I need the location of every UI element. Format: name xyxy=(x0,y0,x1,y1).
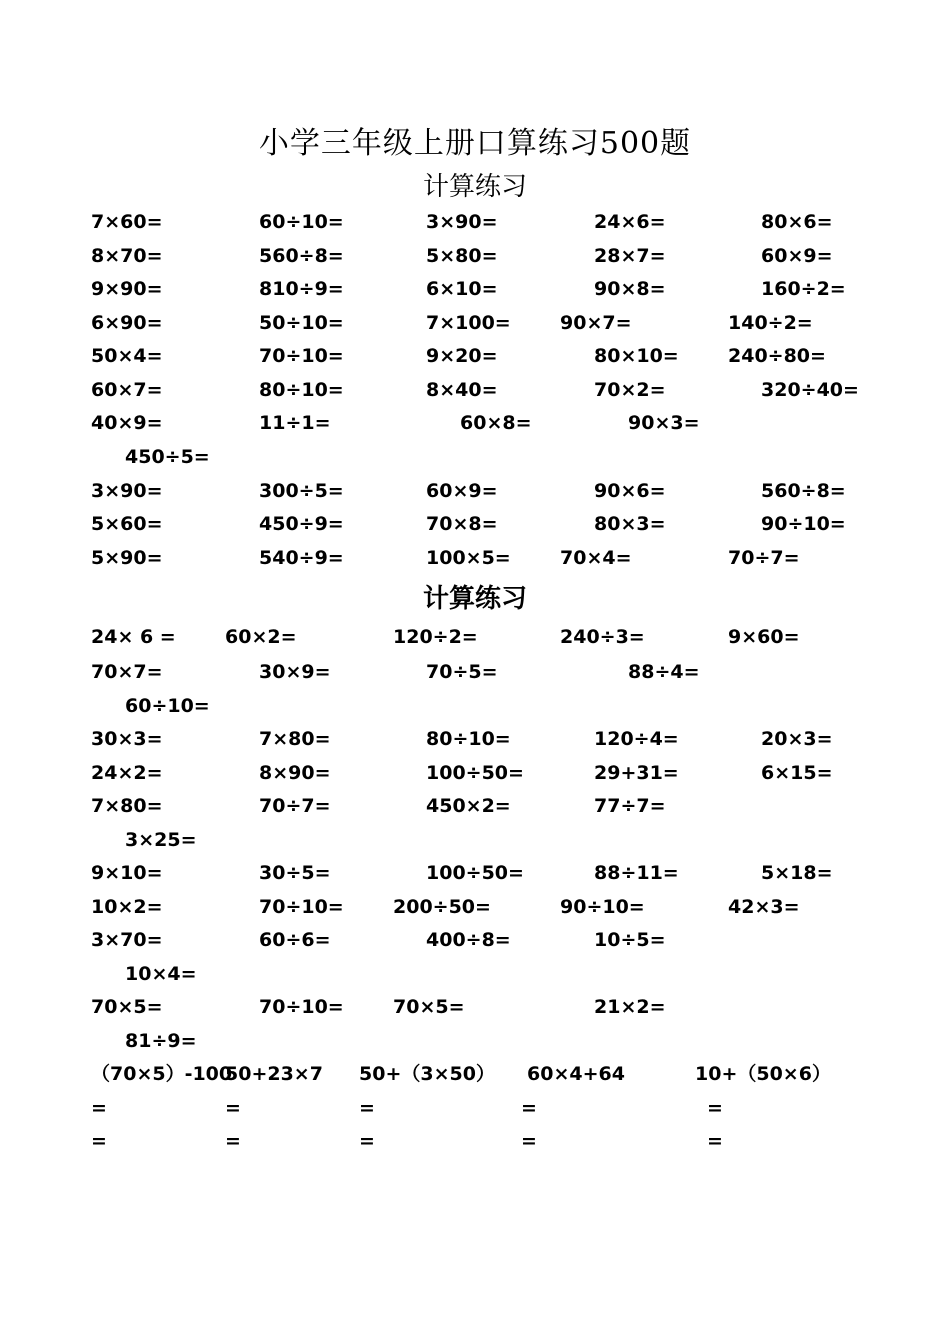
problem-item: 10×2= xyxy=(91,896,163,918)
problem-item: 30÷5= xyxy=(259,862,331,884)
problem-item: 240÷80= xyxy=(728,345,826,367)
problem-item: 42×3= xyxy=(728,896,800,918)
problem-item: 60×2= xyxy=(225,626,297,648)
problem-item: 24×6= xyxy=(594,211,666,233)
problem-item: 3×90= xyxy=(91,480,163,502)
problem-item: 5×60= xyxy=(91,513,163,535)
problem-item: 70÷10= xyxy=(259,996,344,1018)
problem-item: 810÷9= xyxy=(259,278,344,300)
problem-item: 28×7= xyxy=(594,245,666,267)
problem-item: 50÷10= xyxy=(259,312,344,334)
problem-item: 560÷8= xyxy=(259,245,344,267)
problem-item: 70×5= xyxy=(393,996,465,1018)
problem-item: 11÷1= xyxy=(259,412,331,434)
problem-item: 120÷2= xyxy=(393,626,478,648)
problem-item: 60÷6= xyxy=(259,929,331,951)
problem-item: 90×7= xyxy=(560,312,632,334)
problem-item: 29+31= xyxy=(594,762,679,784)
problem-item: 70×5= xyxy=(91,996,163,1018)
problem-item: 70×7= xyxy=(91,661,163,683)
answer-equals: = xyxy=(707,1097,723,1119)
problem-item: 50×4= xyxy=(91,345,163,367)
problem-item: 90×8= xyxy=(594,278,666,300)
problem-item: 60÷10= xyxy=(259,211,344,233)
problem-item: 320÷40= xyxy=(761,379,859,401)
problem-item: 60×8= xyxy=(460,412,532,434)
problem-item: 7×100= xyxy=(426,312,511,334)
problem-item: 200÷50= xyxy=(393,896,491,918)
answer-equals: = xyxy=(707,1130,723,1152)
problem-item: 100×5= xyxy=(426,547,511,569)
problem-item: 88÷11= xyxy=(594,862,679,884)
expression-problem: （70×5）-100 xyxy=(91,1063,233,1085)
problem-item: 90×6= xyxy=(594,480,666,502)
problem-item: 450÷9= xyxy=(259,513,344,535)
problem-item: 3×90= xyxy=(426,211,498,233)
problem-item: 90×3= xyxy=(628,412,700,434)
problem-item: 70÷5= xyxy=(426,661,498,683)
problem-item: 80×6= xyxy=(761,211,833,233)
answer-equals: = xyxy=(91,1097,107,1119)
problem-item: 80÷10= xyxy=(259,379,344,401)
problem-item: 3×70= xyxy=(91,929,163,951)
section-heading-1: 计算练习 xyxy=(422,172,527,202)
problem-item: 8×70= xyxy=(91,245,163,267)
problem-item: 80×10= xyxy=(594,345,679,367)
problem-item: 70÷10= xyxy=(259,896,344,918)
problem-item: 240÷3= xyxy=(560,626,645,648)
problem-item: 5×90= xyxy=(91,547,163,569)
problem-item: 6×90= xyxy=(91,312,163,334)
problem-item: 5×80= xyxy=(426,245,498,267)
problem-item: 90÷10= xyxy=(560,896,645,918)
problem-item: 160÷2= xyxy=(761,278,846,300)
problem-item: 80×3= xyxy=(594,513,666,535)
problem-item: 300÷5= xyxy=(259,480,344,502)
answer-equals: = xyxy=(521,1097,537,1119)
problem-item: 70÷7= xyxy=(259,795,331,817)
problem-item: 10×4= xyxy=(125,963,197,985)
problem-item: 21×2= xyxy=(594,996,666,1018)
expression-problem: 50+（3×50） xyxy=(359,1063,495,1085)
problem-item: 88÷4= xyxy=(628,661,700,683)
problem-item: 7×60= xyxy=(91,211,163,233)
problem-item: 9×90= xyxy=(91,278,163,300)
problem-item: 70÷10= xyxy=(259,345,344,367)
page-title: 小学三年级上册口算练习500题 xyxy=(258,126,692,161)
answer-equals: = xyxy=(521,1130,537,1152)
problem-item: 60×9= xyxy=(761,245,833,267)
expression-problem: 10+（50×6） xyxy=(695,1063,831,1085)
problem-item: 90÷10= xyxy=(761,513,846,535)
problem-item: 77÷7= xyxy=(594,795,666,817)
problem-item: 560÷8= xyxy=(761,480,846,502)
problem-item: 400÷8= xyxy=(426,929,511,951)
expression-problem: 60×4+64 xyxy=(527,1063,625,1085)
answer-equals: = xyxy=(225,1097,241,1119)
answer-equals: = xyxy=(225,1130,241,1152)
answer-equals: = xyxy=(359,1130,375,1152)
problem-item: 60×9= xyxy=(426,480,498,502)
problem-item: 100÷50= xyxy=(426,862,524,884)
problem-item: 70÷7= xyxy=(728,547,800,569)
problem-item: 70×2= xyxy=(594,379,666,401)
problem-item: 3×25= xyxy=(125,829,197,851)
problem-item: 30×3= xyxy=(91,728,163,750)
problem-item: 140÷2= xyxy=(728,312,813,334)
problem-item: 70×4= xyxy=(560,547,632,569)
problem-item: 100÷50= xyxy=(426,762,524,784)
problem-item: 9×10= xyxy=(91,862,163,884)
problem-item: 450÷5= xyxy=(125,446,210,468)
problem-item: 40×9= xyxy=(91,412,163,434)
problem-item: 450×2= xyxy=(426,795,511,817)
problem-item: 80÷10= xyxy=(426,728,511,750)
problem-item: 9×60= xyxy=(728,626,800,648)
problem-item: 540÷9= xyxy=(259,547,344,569)
problem-item: 60×7= xyxy=(91,379,163,401)
problem-item: 70×8= xyxy=(426,513,498,535)
problem-item: 8×40= xyxy=(426,379,498,401)
problem-item: 81÷9= xyxy=(125,1030,197,1052)
problem-item: 7×80= xyxy=(91,795,163,817)
expression-problem: 50+23×7 xyxy=(225,1063,323,1085)
problem-item: 24× 6 = xyxy=(91,626,176,648)
problem-item: 30×9= xyxy=(259,661,331,683)
section-heading-2: 计算练习 xyxy=(422,584,527,614)
problem-item: 5×18= xyxy=(761,862,833,884)
problem-item: 24×2= xyxy=(91,762,163,784)
problem-item: 8×90= xyxy=(259,762,331,784)
problem-item: 20×3= xyxy=(761,728,833,750)
answer-equals: = xyxy=(91,1130,107,1152)
problem-item: 60÷10= xyxy=(125,695,210,717)
problem-item: 7×80= xyxy=(259,728,331,750)
problem-item: 9×20= xyxy=(426,345,498,367)
answer-equals: = xyxy=(359,1097,375,1119)
problem-item: 120÷4= xyxy=(594,728,679,750)
problem-item: 6×10= xyxy=(426,278,498,300)
problem-item: 10÷5= xyxy=(594,929,666,951)
problem-item: 6×15= xyxy=(761,762,833,784)
